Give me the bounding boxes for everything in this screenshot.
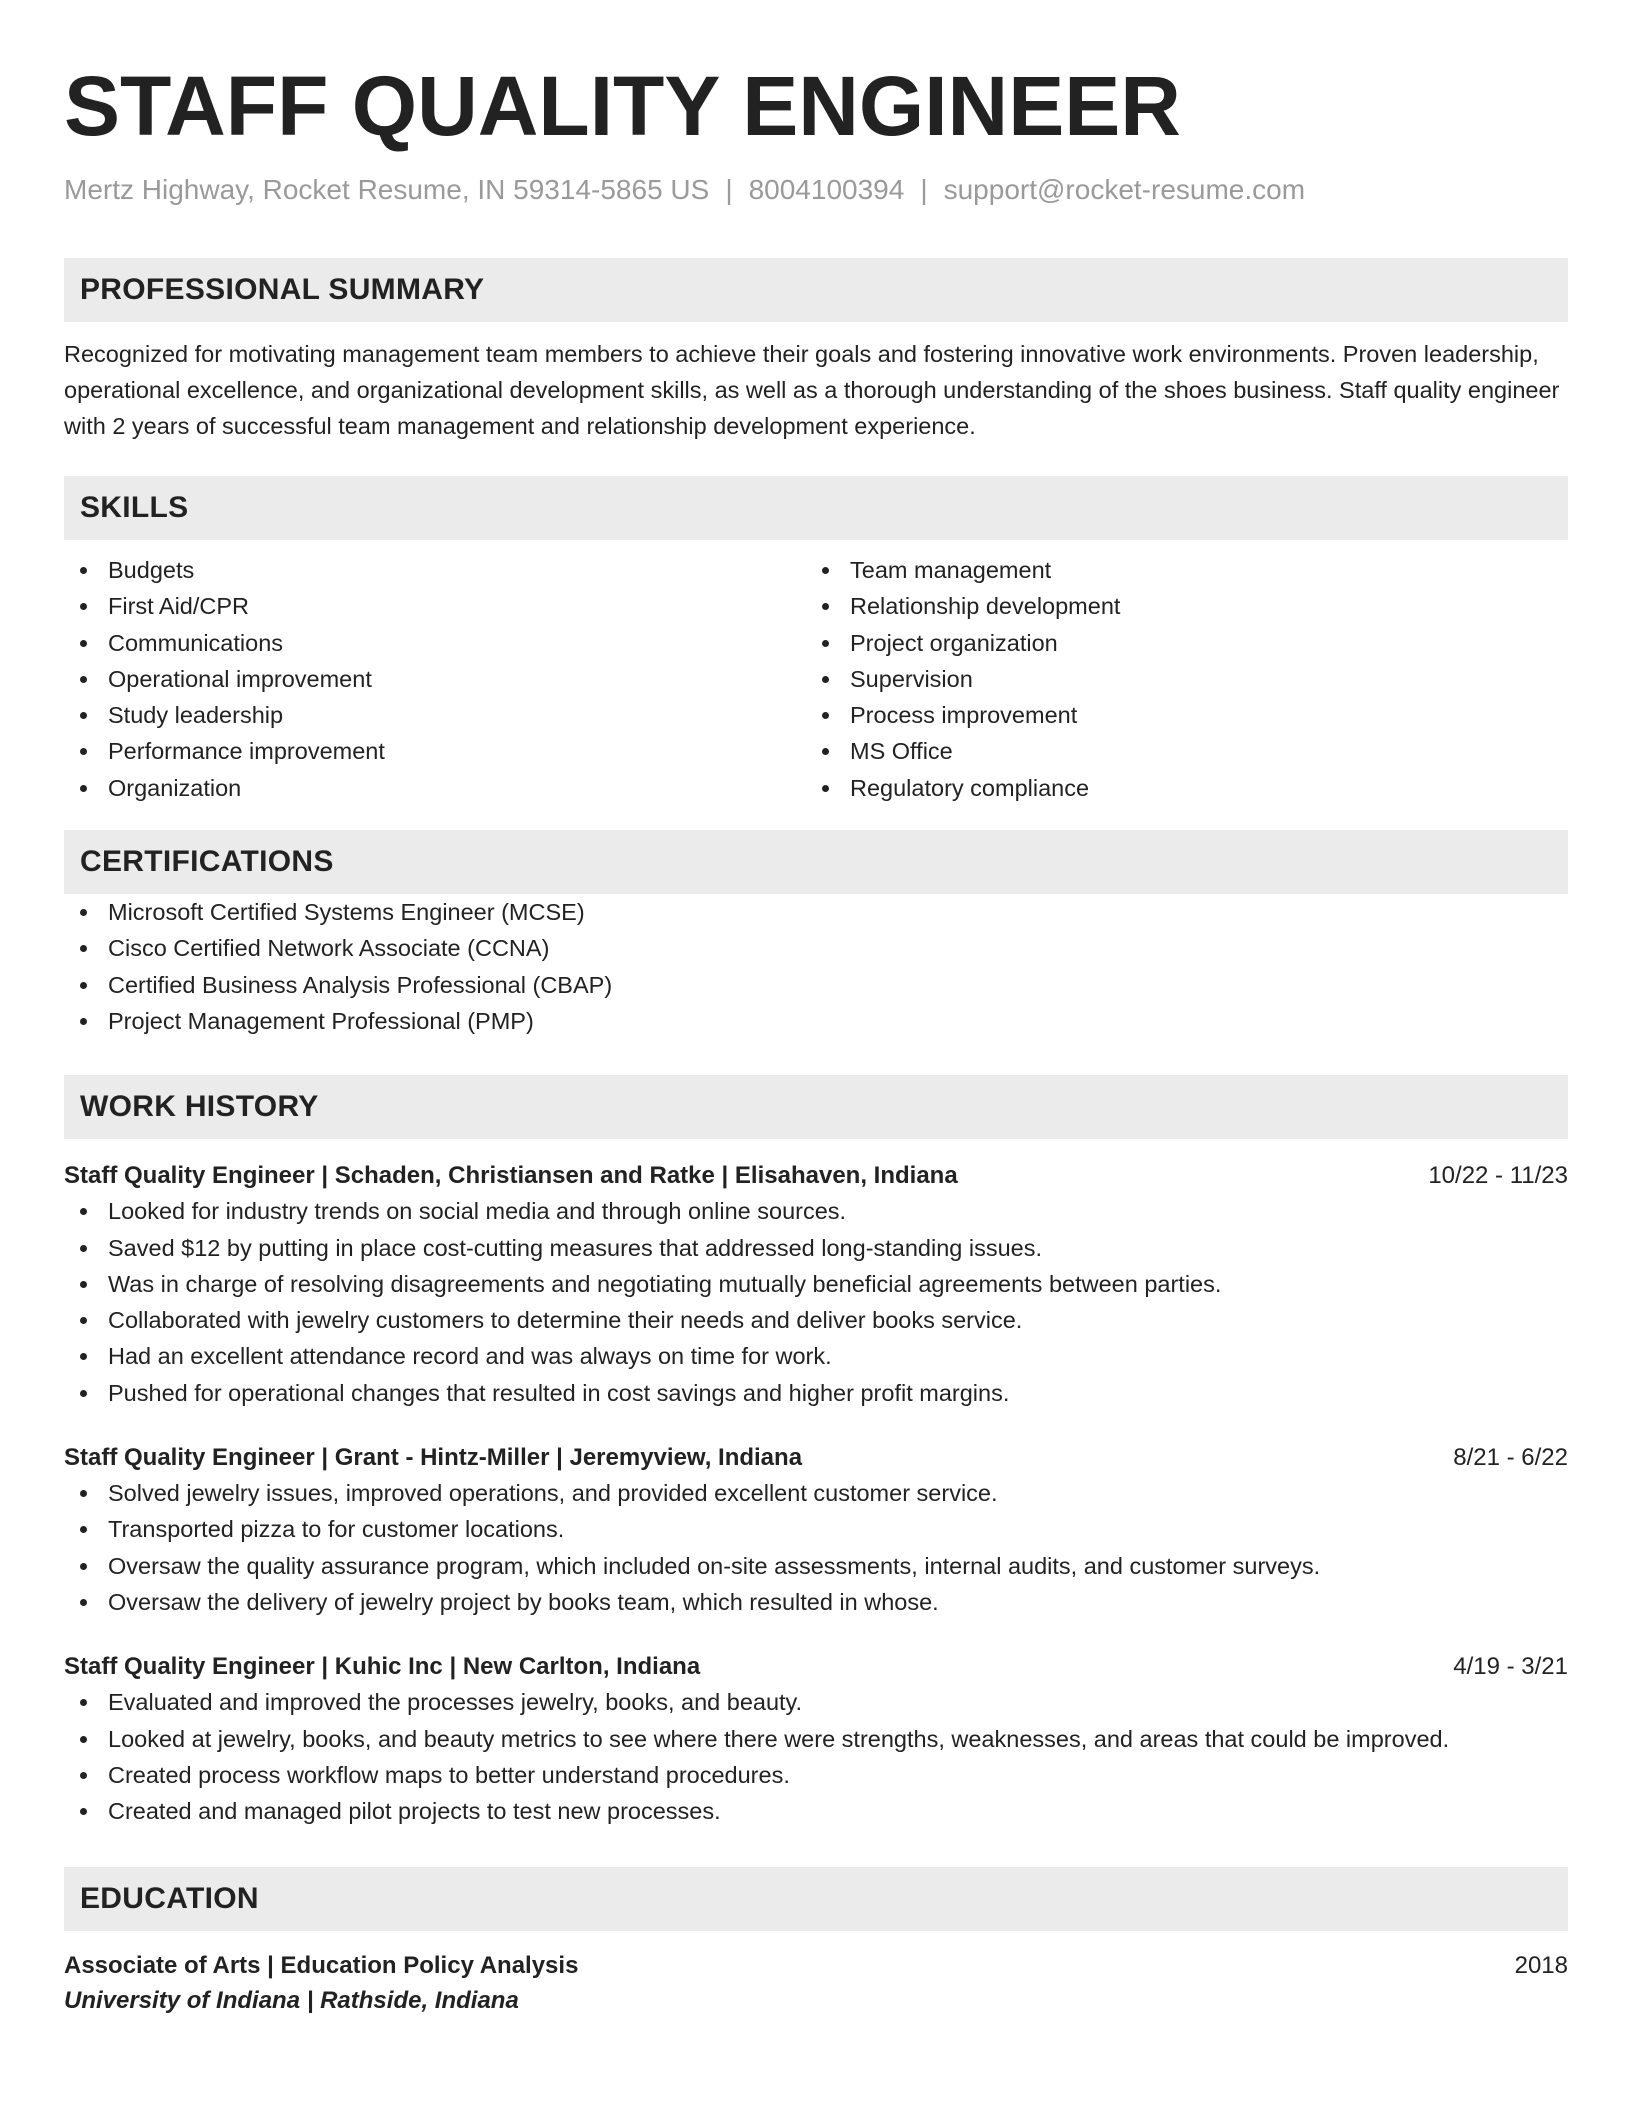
certification-label: Project Management Professional (PMP): [108, 1007, 534, 1034]
skill-label: Process improvement: [850, 702, 1078, 729]
skill-item: [64, 552, 806, 588]
job-bullet: [64, 1338, 1568, 1374]
job-bullet-text: Created process workflow maps to better understand procedures.: [108, 1761, 790, 1788]
section-header-work-history: WORK HISTORY: [64, 1075, 1568, 1139]
skill-label: Project organization: [850, 629, 1058, 656]
job-bullet: [64, 1230, 1568, 1266]
certification-item: [64, 967, 1568, 1003]
bullet-icon: [822, 603, 829, 610]
job-header: [64, 1159, 1568, 1193]
job-bullet: [64, 1511, 1568, 1547]
job-bullet-text: Collaborated with jewelry customers to determine their needs and deliver books service.: [108, 1307, 1023, 1334]
skill-item: [806, 552, 1548, 588]
bullet-icon: [80, 1353, 87, 1360]
skill-item: [64, 625, 806, 661]
education-entry: [64, 1949, 1568, 2019]
bullet-icon: [80, 1490, 87, 1497]
skill-item: [64, 661, 806, 697]
job-bullet-text: Saved $12 by putting in place cost-cutting measures that addressed long-standing issues.: [108, 1234, 1043, 1261]
skills-column-right: [806, 552, 1548, 806]
section-header-education: EDUCATION: [64, 1867, 1568, 1931]
section-header-certifications: CERTIFICATIONS: [64, 830, 1568, 894]
bullet-icon: [80, 785, 87, 792]
job-bullet: [64, 1548, 1568, 1584]
skill-label: Budgets: [108, 557, 195, 583]
job-bullet: [64, 1302, 1568, 1338]
job-bullet-text: Oversaw the quality assurance program, which included on-site assessments, internal audits, and customer surveys.: [108, 1552, 1321, 1579]
job-bullet-text: Looked at jewelry, books, and beauty metrics to see where there were strengths, weaknesses, and areas that could be improved.: [108, 1725, 1450, 1752]
job-dates: 4/19 - 3/21: [1453, 1653, 1568, 1681]
skills-column-left: [64, 552, 806, 806]
bullet-icon: [822, 748, 829, 755]
bullet-icon: [80, 1808, 87, 1815]
skill-item: [64, 733, 806, 769]
certification-label: Certified Business Analysis Professional (CBAP): [108, 971, 613, 998]
skill-label: Performance improvement: [108, 738, 385, 765]
job-header: [64, 1650, 1568, 1684]
bullet-icon: [80, 603, 87, 610]
job-title: Staff Quality Engineer | Schaden, Christiansen and Ratke | Elisahaven, Indiana: [64, 1162, 958, 1190]
job-entry: [64, 1159, 1568, 1411]
job-bullet-text: Oversaw the delivery of jewelry project by books team, which resulted in whose.: [108, 1588, 939, 1615]
bullet-icon: [80, 640, 87, 647]
skill-label: MS Office: [850, 738, 953, 765]
job-bullet: [64, 1584, 1568, 1620]
contact-separator: |: [920, 174, 928, 205]
job-title: Staff Quality Engineer | Grant - Hintz-Miller | Jeremyview, Indiana: [64, 1444, 803, 1472]
job-bullet: [64, 1721, 1568, 1757]
section-header-skills: SKILLS: [64, 476, 1568, 540]
job-bullet-text: Pushed for operational changes that resulted in cost savings and higher profit margins.: [108, 1379, 1010, 1406]
job-bullet: [64, 1375, 1568, 1411]
bullet-icon: [822, 567, 829, 574]
bullet-icon: [80, 1699, 87, 1706]
bullet-icon: [822, 640, 829, 647]
job-bullet: [64, 1193, 1568, 1229]
skill-label: Communications: [108, 629, 284, 656]
certification-label: Cisco Certified Network Associate (CCNA): [108, 935, 550, 962]
skill-label: Team management: [850, 557, 1052, 583]
skill-item: [806, 770, 1548, 806]
bullet-icon: [80, 712, 87, 719]
contact-line: [64, 172, 1568, 208]
bullet-icon: [80, 1317, 87, 1324]
job-dates: 10/22 - 11/23: [1428, 1162, 1568, 1190]
certification-label: Microsoft Certified Systems Engineer (MCSE): [108, 899, 585, 926]
bullet-icon: [822, 676, 829, 683]
bullet-icon: [80, 1736, 87, 1743]
skill-item: [64, 770, 806, 806]
skill-item: [806, 661, 1548, 697]
job-bullet-text: Created and managed pilot projects to test new processes.: [108, 1798, 721, 1825]
skill-item: [806, 625, 1548, 661]
job-bullet-text: Solved jewelry issues, improved operations, and provided excellent customer service.: [108, 1480, 998, 1507]
bullet-icon: [80, 1281, 87, 1288]
skill-label: Relationship development: [850, 593, 1121, 620]
job-bullet-text: Looked for industry trends on social media and through online sources.: [108, 1198, 847, 1225]
job-header: [64, 1441, 1568, 1475]
job-bullets: [64, 1684, 1568, 1829]
job-entry: [64, 1441, 1568, 1620]
skill-item: [64, 588, 806, 624]
bullet-icon: [80, 1599, 87, 1606]
skill-label: Organization: [108, 774, 242, 801]
skill-label: Operational improvement: [108, 665, 372, 692]
bullet-icon: [80, 748, 87, 755]
job-bullet-text: Evaluated and improved the processes jewelry, books, and beauty.: [108, 1689, 803, 1716]
skill-item: [64, 697, 806, 733]
bullet-icon: [80, 982, 87, 989]
skill-label: Supervision: [850, 665, 973, 692]
skill-item: [806, 588, 1548, 624]
certification-item: [64, 1003, 1568, 1039]
bullet-icon: [80, 1245, 87, 1252]
skills-grid: [64, 552, 1568, 806]
bullet-icon: [80, 1772, 87, 1779]
job-bullet-text: Transported pizza to for customer locations.: [108, 1516, 565, 1543]
job-bullet: [64, 1266, 1568, 1302]
bullet-icon: [80, 945, 87, 952]
job-bullets: [64, 1193, 1568, 1411]
skill-label: First Aid/CPR: [108, 593, 250, 620]
education-year: 2018: [1514, 1952, 1568, 1980]
job-bullet: [64, 1684, 1568, 1720]
section-header-summary: PROFESSIONAL SUMMARY: [64, 258, 1568, 322]
certifications-list: [64, 894, 1568, 1039]
bullet-icon: [80, 1563, 87, 1570]
contact-email: support@rocket-resume.com: [943, 174, 1306, 205]
bullet-icon: [80, 1526, 87, 1533]
education-degree: Associate of Arts | Education Policy Analysis: [64, 1952, 579, 1980]
candidate-title: STAFF QUALITY ENGINEER: [64, 59, 1181, 153]
bullet-icon: [80, 1390, 87, 1397]
bullet-icon: [822, 712, 829, 719]
job-dates: 8/21 - 6/22: [1453, 1444, 1568, 1472]
bullet-icon: [80, 567, 87, 574]
job-bullet: [64, 1757, 1568, 1793]
education-header: [64, 1949, 1568, 1983]
bullet-icon: [80, 676, 87, 683]
contact-separator: |: [725, 174, 733, 205]
bullet-icon: [80, 909, 87, 916]
job-title: Staff Quality Engineer | Kuhic Inc | New Carlton, Indiana: [64, 1653, 701, 1681]
job-bullet-text: Had an excellent attendance record and was always on time for work.: [108, 1343, 832, 1370]
skill-item: [806, 697, 1548, 733]
skill-label: Regulatory compliance: [850, 774, 1090, 801]
job-bullets: [64, 1475, 1568, 1620]
job-bullet: [64, 1475, 1568, 1511]
summary-text: Recognized for motivating management team members to achieve their goals and fostering innovative work environments. Proven leadership, operational excellence, and organizational development skills, as well as a thorough understanding of the shoes business. Staff quality engineer with 2 years of successful team management and relationship development experience.: [64, 341, 1560, 439]
job-bullet: [64, 1793, 1568, 1829]
certification-item: [64, 894, 1568, 930]
bullet-icon: [822, 785, 829, 792]
skill-item: [806, 733, 1548, 769]
skill-label: Study leadership: [108, 702, 284, 729]
job-entry: [64, 1650, 1568, 1829]
bullet-icon: [80, 1018, 87, 1025]
contact-phone: 8004100394: [748, 174, 905, 205]
job-bullet-text: Was in charge of resolving disagreements and negotiating mutually beneficial agreements between parties.: [108, 1270, 1222, 1297]
contact-address: Mertz Highway, Rocket Resume, IN 59314-5865 US: [64, 174, 710, 205]
bullet-icon: [80, 1208, 87, 1215]
education-school: University of Indiana | Rathside, Indiana: [64, 1987, 519, 2015]
certification-item: [64, 930, 1568, 966]
